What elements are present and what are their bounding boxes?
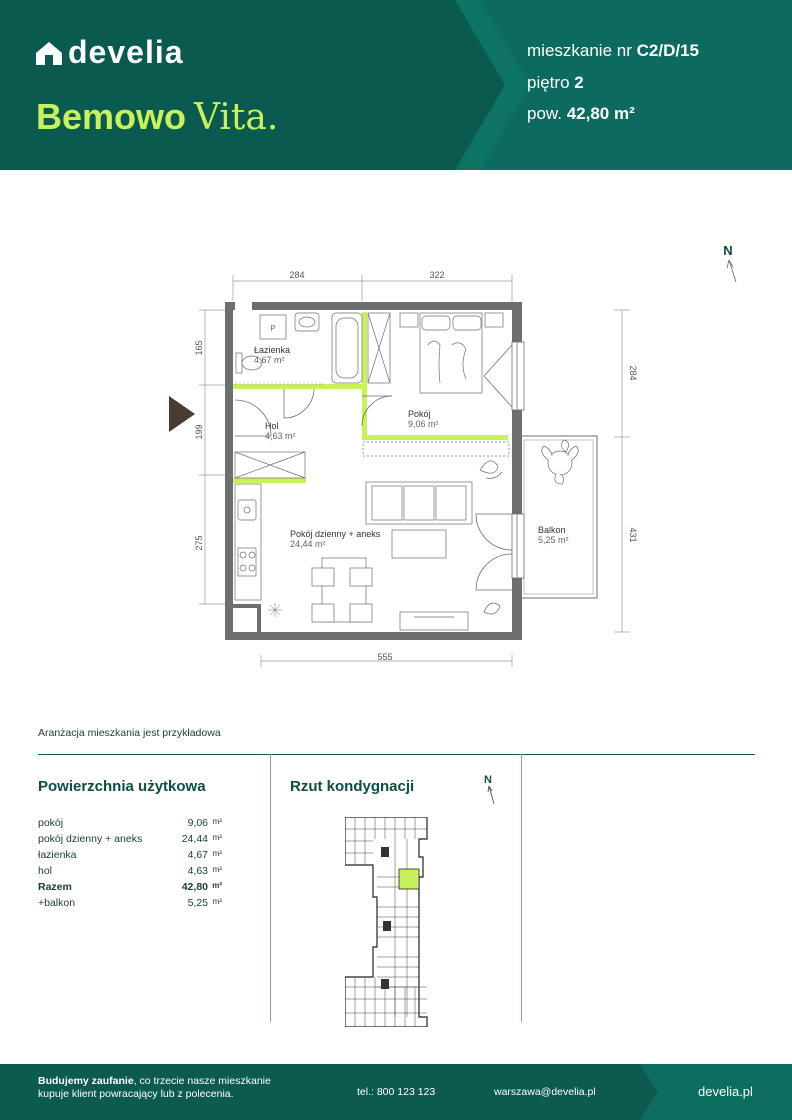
plant-icons: [480, 461, 502, 614]
apartment-label: mieszkanie nr: [527, 41, 632, 60]
area-table: [38, 815, 222, 911]
room-area-bathroom: 4,67 m²: [254, 355, 285, 365]
footer-tagline-rest: , co trzecie nasze mieszkanie: [133, 1075, 271, 1087]
area-row-value: 5,25: [187, 897, 208, 909]
dim-right-bottom: 431: [628, 527, 638, 543]
project-name-main: Bemowo: [36, 96, 187, 137]
dim-top-right: 322: [429, 270, 445, 280]
room-name-room: Pokój: [408, 409, 431, 419]
area-row-value: 24,44: [181, 833, 208, 845]
washing-machine-label: P: [270, 324, 276, 333]
develia-logo: [36, 34, 184, 71]
area-row-name: hol: [38, 865, 53, 877]
divider-vertical-1: [270, 754, 271, 1022]
footer-tagline: [38, 1075, 271, 1101]
area-row-name: łazienka: [38, 849, 77, 861]
area-row: [38, 895, 222, 911]
area-row-unit: m²: [212, 881, 222, 890]
area-row: [38, 863, 222, 879]
dim-left-top: 165: [194, 340, 204, 356]
header: [0, 0, 792, 170]
area-row-name: pokój: [38, 817, 64, 829]
arrangement-note: Aranżacja mieszkania jest przykładowa: [38, 727, 221, 739]
area-row-name: pokój dzienny + aneks: [38, 833, 143, 845]
kitchen: [235, 484, 282, 617]
brand-name: develia: [68, 34, 184, 70]
area-row-unit: m²: [212, 865, 222, 874]
room-name-balcony: Balkon: [538, 525, 566, 535]
footer: [0, 1064, 792, 1120]
dim-left-bottom: 275: [194, 535, 204, 551]
area-row-unit: m²: [212, 817, 222, 826]
room-area-hall: 4,63 m²: [265, 431, 296, 441]
area-section-title: Powierzchnia użytkowa: [38, 778, 206, 795]
area-row-name: +balkon: [38, 897, 76, 909]
apartment-number-value: C2/D/15: [636, 41, 699, 60]
area-row-value: 4,63: [187, 865, 208, 877]
area-label: pow.: [527, 104, 562, 123]
area-row-value: 42,80: [181, 881, 208, 893]
bed: [400, 313, 503, 393]
area-info: [527, 104, 635, 124]
north-arrow: [723, 243, 736, 282]
floor-value: 2: [574, 73, 584, 92]
room-area-balcony: 5,25 m²: [538, 535, 569, 545]
dim-left-mid: 199: [194, 424, 204, 440]
dim-right-top: 284: [628, 365, 638, 381]
floor-plan: [0, 230, 792, 670]
area-row-total: [38, 879, 222, 895]
area-row: [38, 847, 222, 863]
footer-tagline-line2: kupuje klient powracający lub z polecenia.: [38, 1088, 234, 1100]
key-plan-north-label: N: [484, 774, 492, 786]
area-row-unit: m²: [212, 849, 222, 858]
area-row-unit: m²: [212, 833, 222, 842]
key-plan-title: Rzut kondygnacji: [290, 778, 415, 795]
living-furniture: [312, 482, 472, 630]
footer-phone[interactable]: tel.: 800 123 123: [357, 1086, 436, 1098]
area-row-value: 4,67: [187, 849, 208, 861]
area-row: [38, 815, 222, 831]
floor-label: piętro: [527, 73, 570, 92]
divider-horizontal: [38, 754, 755, 755]
project-name-suffix: Vita.: [194, 97, 279, 138]
house-icon: [36, 41, 62, 65]
footer-website[interactable]: develia.pl: [698, 1084, 753, 1099]
room-name-living: Pokój dzienny + aneks: [290, 529, 381, 539]
wardrobe: [235, 442, 509, 478]
area-value: 42,80 m²: [566, 104, 635, 123]
key-plan: [345, 817, 435, 1027]
room-name-hall: Hol: [265, 421, 279, 431]
key-plan-north-arrow: [480, 772, 504, 806]
dim-top-left: 284: [289, 270, 305, 280]
room-area-living: 24,44 m²: [290, 539, 326, 549]
header-background: [0, 0, 792, 170]
north-label: N: [723, 243, 733, 258]
key-plan-highlighted-apartment: [399, 869, 419, 889]
room-area-room: 9,06 m²: [408, 419, 439, 429]
entrance-arrow: [169, 396, 195, 432]
divider-vertical-2: [521, 754, 522, 1022]
area-row: [38, 831, 222, 847]
area-row-unit: m²: [212, 897, 222, 906]
footer-email[interactable]: warszawa@develia.pl: [494, 1086, 596, 1098]
entrance-door-gap: [233, 388, 235, 436]
balcony: [520, 436, 597, 598]
dim-bottom: 555: [377, 652, 393, 662]
floor-info: [527, 73, 584, 93]
footer-tagline-bold: Budujemy zaufanie: [38, 1075, 134, 1087]
area-row-value: 9,06: [187, 817, 208, 829]
project-name: [36, 96, 278, 138]
area-row-name: Razem: [38, 881, 72, 893]
apartment-number: [527, 41, 699, 61]
room-name-bathroom: Łazienka: [254, 345, 291, 355]
